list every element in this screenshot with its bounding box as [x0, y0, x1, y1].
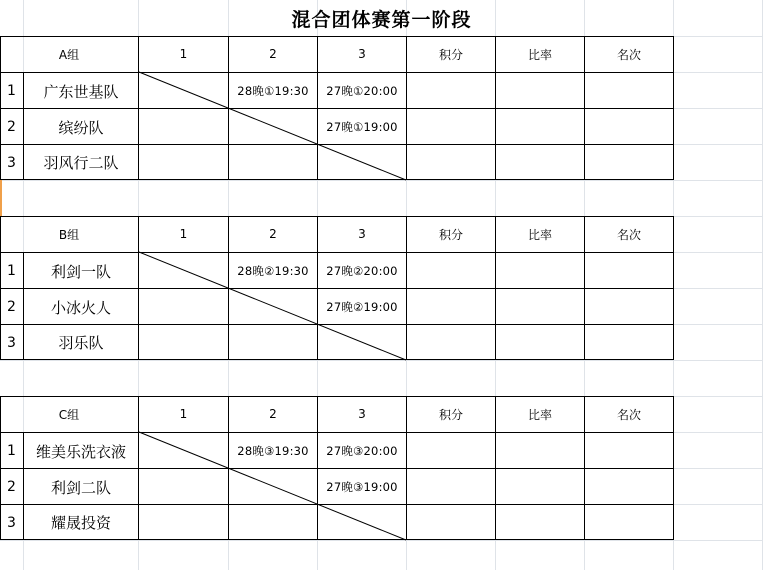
team-index: 1	[7, 263, 16, 279]
group-b-table	[0, 216, 674, 360]
column-header-2: 2	[269, 47, 277, 61]
column-header-3: 3	[358, 227, 366, 241]
team-index: 2	[7, 299, 16, 315]
group-c-table	[0, 396, 674, 540]
column-header-points: 积分	[438, 227, 463, 242]
group-name: A组	[58, 47, 80, 62]
team-index: 3	[7, 334, 16, 351]
team-index: 2	[7, 479, 16, 495]
page-title: 混合团体赛第一阶段	[291, 9, 472, 31]
column-header-ratio: 比率	[527, 407, 552, 422]
column-header-1: 1	[179, 227, 188, 241]
match-time: 27晚②20:00	[326, 264, 398, 278]
group-name: C组	[58, 407, 80, 422]
team-name: 羽风行二队	[43, 154, 119, 172]
team-name: 广东世基队	[43, 82, 119, 101]
team-name: 利剑二队	[50, 478, 111, 497]
team-index: 1	[7, 83, 16, 99]
column-header-3: 3	[358, 407, 366, 421]
team-name: 小冰火人	[50, 298, 111, 317]
team-name: 耀晟投资	[50, 514, 111, 532]
column-header-rank: 名次	[616, 407, 641, 422]
column-header-points: 积分	[438, 407, 463, 422]
column-header-2: 2	[269, 227, 277, 241]
column-header-1: 1	[179, 47, 188, 61]
match-time: 27晚①19:00	[326, 120, 398, 134]
match-time: 28晚②19:30	[237, 264, 309, 278]
match-time: 27晚③20:00	[326, 444, 398, 458]
team-name: 利剑一队	[50, 262, 111, 281]
column-header-points: 积分	[438, 47, 463, 62]
match-time: 28晚③19:30	[237, 444, 309, 458]
column-header-3: 3	[358, 47, 366, 61]
team-name: 羽乐队	[58, 334, 104, 352]
column-header-rank: 名次	[616, 227, 641, 242]
row-marker	[0, 180, 2, 217]
column-header-2: 2	[269, 407, 277, 421]
team-index: 3	[7, 514, 16, 531]
team-name: 维美乐洗衣液	[35, 442, 126, 461]
group-name: B组	[58, 227, 80, 242]
team-index: 2	[7, 119, 16, 135]
team-name: 缤纷队	[58, 118, 104, 137]
group-a-table	[0, 36, 674, 180]
match-time: 27晚②19:00	[326, 300, 398, 314]
column-header-ratio: 比率	[527, 47, 552, 62]
match-time: 27晚①20:00	[326, 84, 398, 98]
match-time: 27晚③19:00	[326, 480, 398, 494]
team-index: 3	[7, 154, 16, 171]
team-index: 1	[7, 443, 16, 459]
column-header-rank: 名次	[616, 47, 641, 62]
column-header-1: 1	[179, 407, 188, 421]
column-header-ratio: 比率	[527, 227, 552, 242]
match-time: 28晚①19:30	[237, 84, 309, 98]
